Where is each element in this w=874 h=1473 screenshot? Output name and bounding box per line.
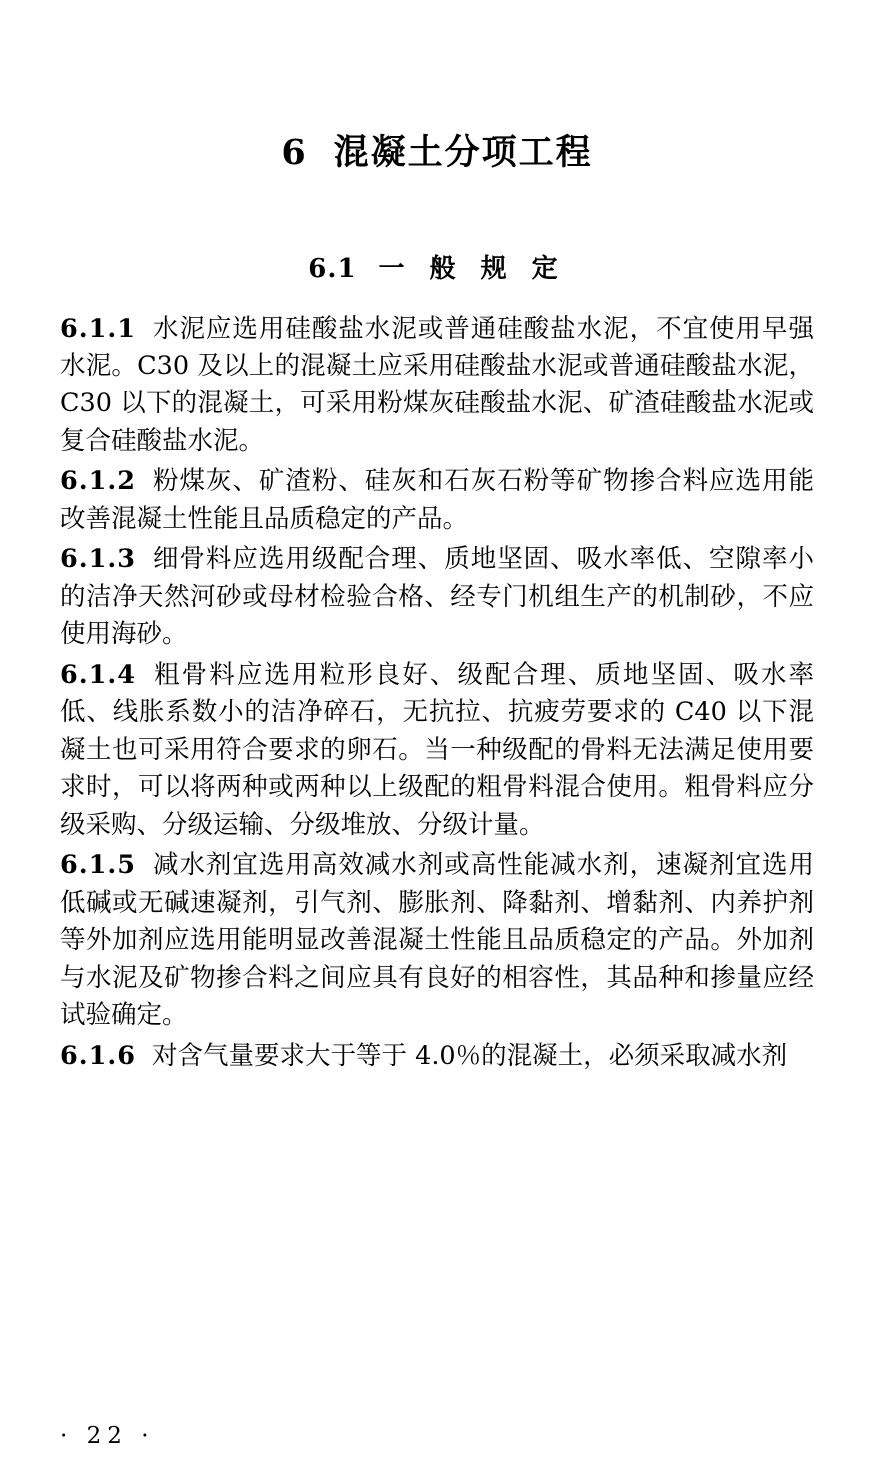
clause-number: 6.1.4 — [60, 659, 136, 690]
chapter-number: 6 — [281, 132, 308, 173]
clause-text: 减水剂宜选用高效减水剂或高性能减水剂，速凝剂宜选用低碱或无碱速凝剂，引气剂、膨胀剂、降黏剂、增黏剂、内养护剂等外加剂应选用能明显改善混凝土性能且品质稳定的产品。外加剂与水泥及矿物掺合料之间应具有良好的相容性，其品种和掺量应经试验确定。 — [60, 850, 814, 1031]
clause-text: 水泥应选用硅酸盐水泥或普通硅酸盐水泥，不宜使用早强水泥。C30 及以上的混凝土应采用硅酸盐水泥或普通硅酸盐水泥，C30 以下的混凝土，可采用粉煤灰硅酸盐水泥、矿渣硅酸盐水泥或复合硅酸盐水泥。 — [60, 313, 814, 456]
clause-text: 细骨料应选用级配合理、质地坚固、吸水率低、空隙率小的洁净天然河砂或母材检验合格、经专门机组生产的机制砂，不应使用海砂。 — [60, 544, 814, 650]
section-name: 一 般 规 定 — [378, 253, 566, 284]
clause-paragraph — [60, 311, 814, 461]
clause-number: 6.1.2 — [60, 466, 136, 497]
section-number: 6.1 — [308, 253, 357, 284]
clause-paragraph — [60, 847, 814, 1034]
clause-number: 6.1.1 — [60, 313, 136, 344]
document-page — [0, 130, 874, 1473]
page-number: · 22 · — [60, 1423, 155, 1449]
chapter-name: 混凝土分项工程 — [333, 132, 593, 173]
clause-paragraph — [60, 657, 814, 844]
clause-paragraph — [60, 541, 814, 653]
page-footer — [0, 1423, 874, 1449]
clause-number: 6.1.3 — [60, 544, 136, 575]
clause-text: 粗骨料应选用粒形良好、级配合理、质地坚固、吸水率低、线胀系数小的洁净碎石，无抗拉、抗疲劳要求的 C40 以下混凝土也可采用符合要求的卵石。当一种级配的骨料无法满足使用要求时，可以将两种或两种以上级配的粗骨料混合使用。粗骨料应分级采购、分级运输、分级堆放、分级计量。 — [60, 659, 814, 840]
clause-text: 对含气量要求大于等于 4.0％的混凝土，必须采取减水剂 — [151, 1040, 788, 1071]
chapter-title — [60, 130, 814, 176]
clause-text: 粉煤灰、矿渣粉、硅灰和石灰石粉等矿物掺合料应选用能改善混凝土性能且品质稳定的产品。 — [60, 466, 814, 534]
clause-paragraph — [60, 1038, 814, 1075]
clause-paragraph — [60, 463, 814, 538]
section-title — [60, 248, 814, 285]
clause-number: 6.1.6 — [60, 1040, 136, 1071]
clause-number: 6.1.5 — [60, 850, 136, 881]
